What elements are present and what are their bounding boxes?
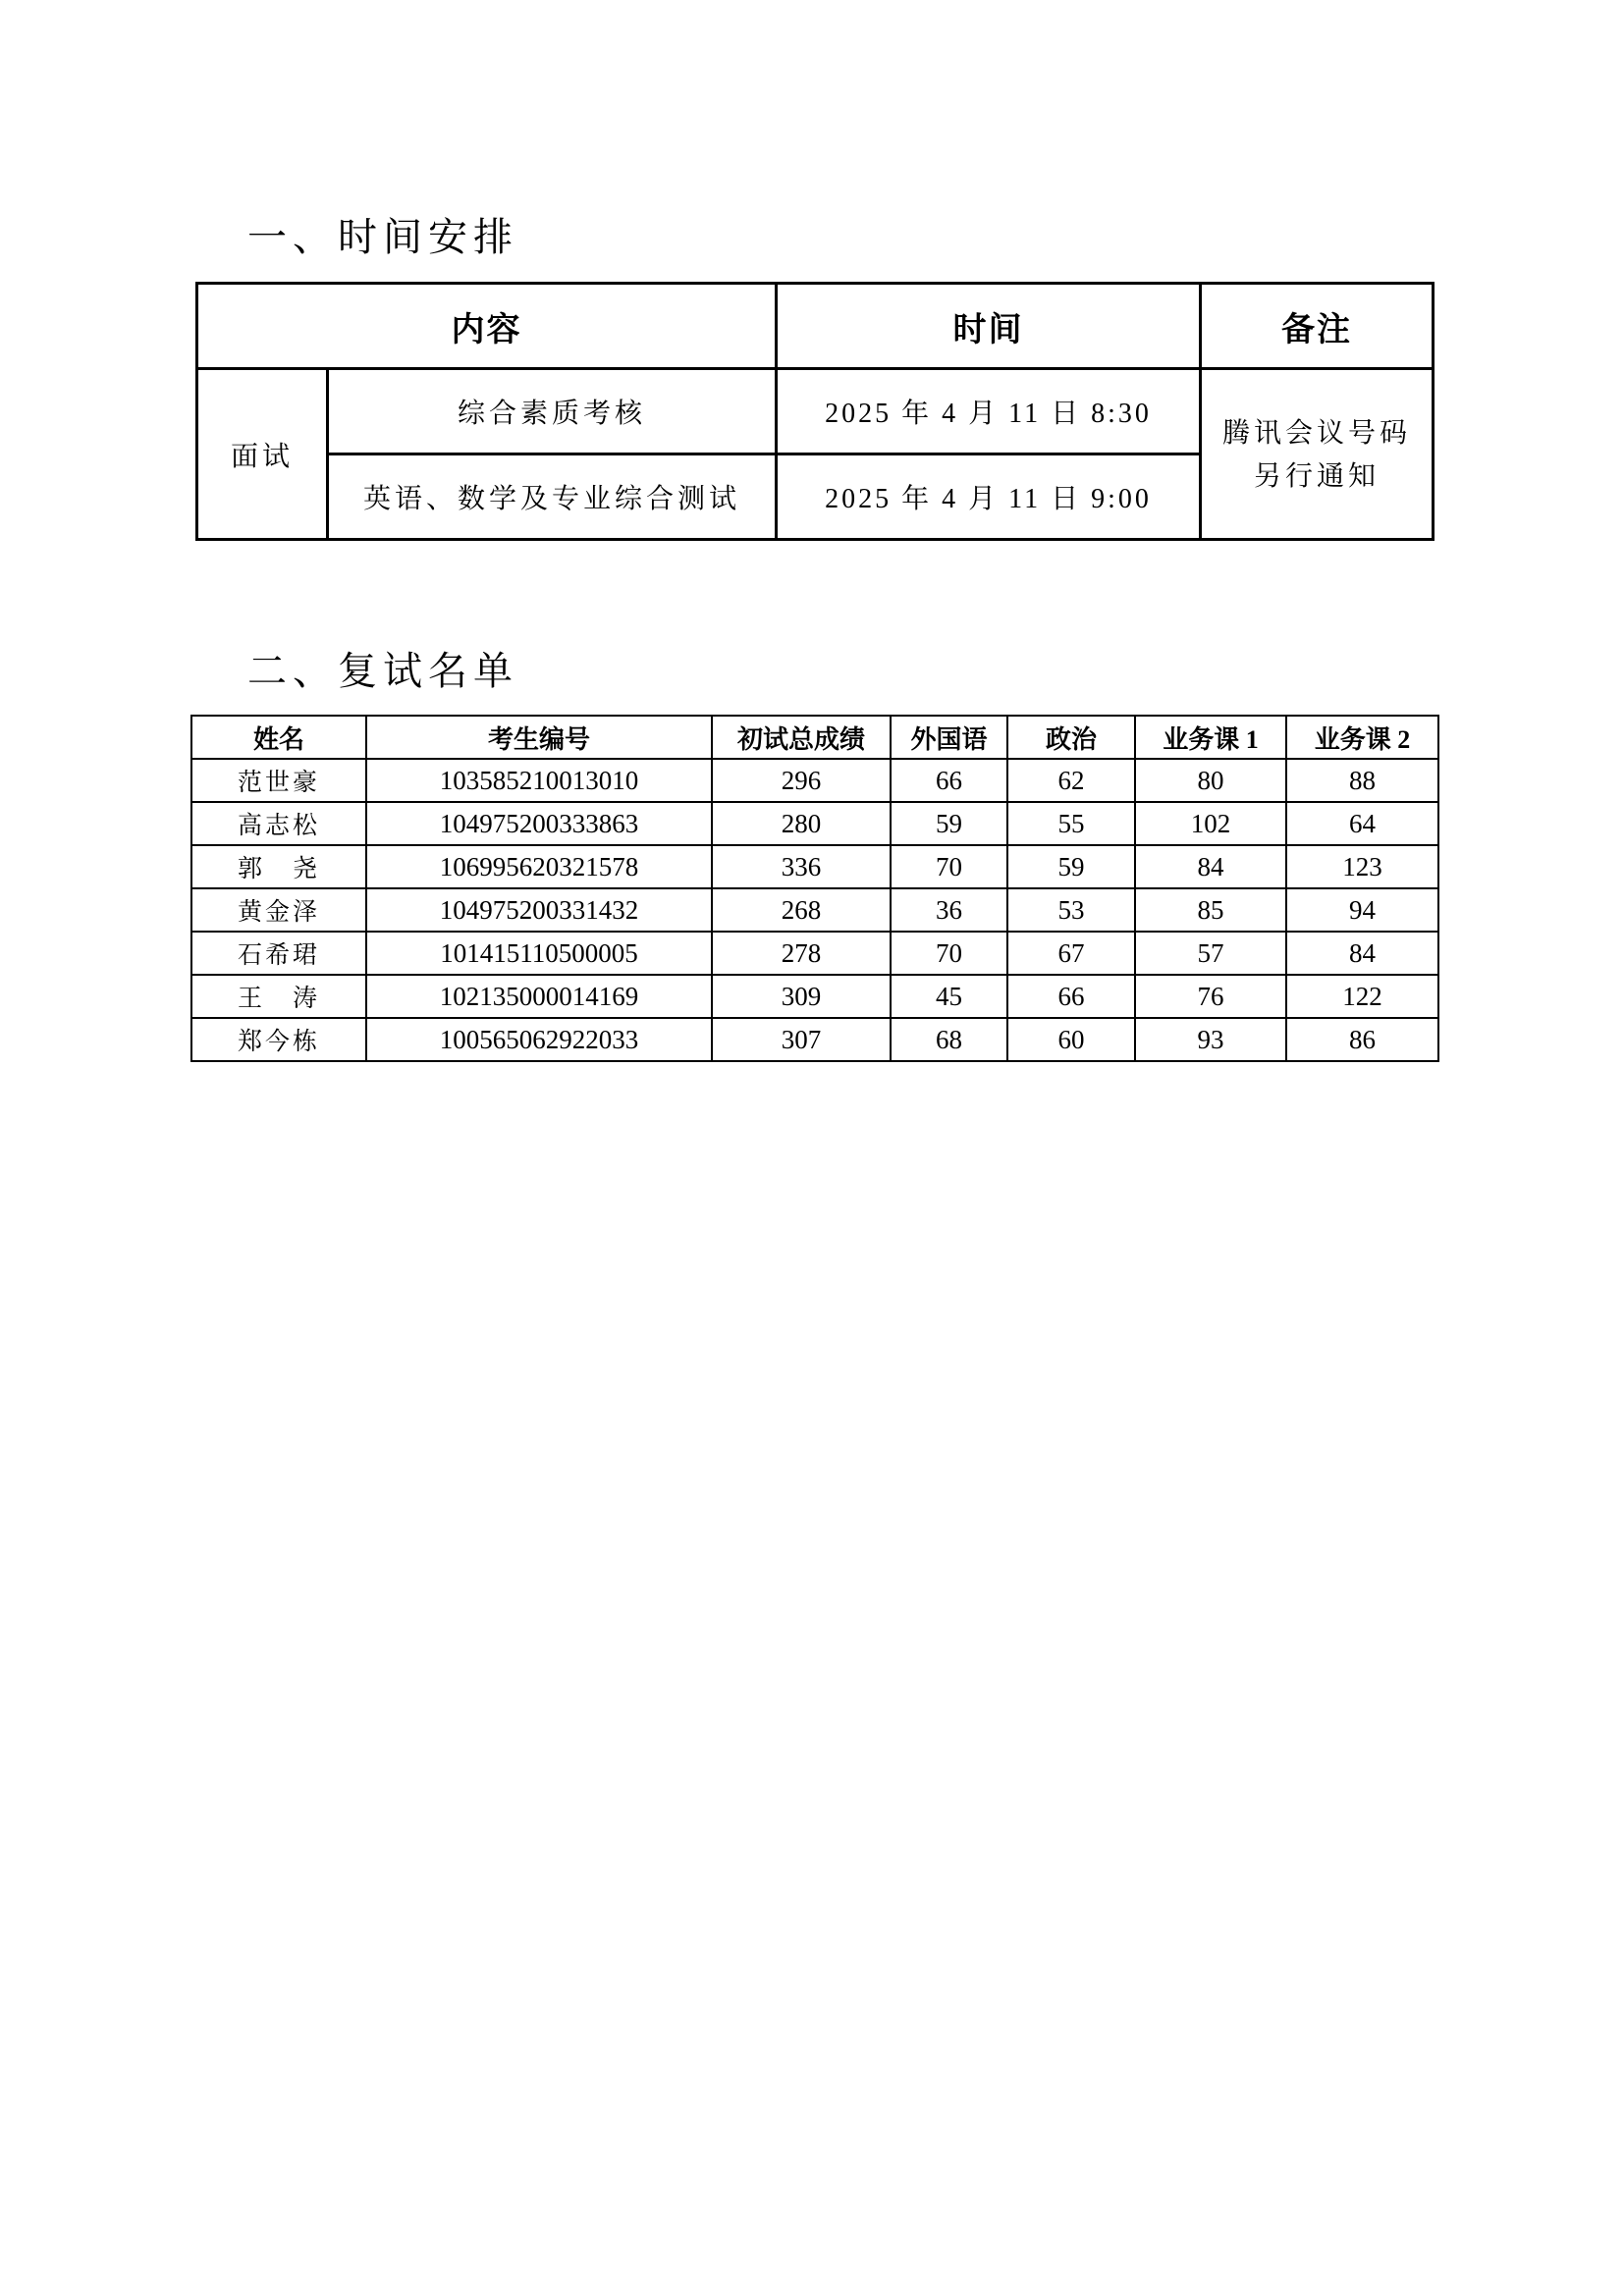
section-title-list: 二、复试名单: [247, 649, 518, 694]
cell-foreign-language: 45: [891, 975, 1007, 1018]
cell-course-1: 84: [1135, 845, 1286, 888]
schedule-content: 综合素质考核: [328, 369, 777, 454]
cell-total: 268: [712, 888, 891, 932]
cell-name: 高志松: [191, 802, 366, 845]
cell-foreign-language: 70: [891, 932, 1007, 975]
table-row: [191, 1018, 1438, 1061]
table-row: [191, 888, 1438, 932]
cell-total: 307: [712, 1018, 891, 1061]
cell-politics: 66: [1007, 975, 1135, 1018]
header-note: 备注: [1201, 284, 1434, 369]
cell-exam-id: 106995620321578: [366, 845, 712, 888]
note-line-1: 腾讯会议号码: [1221, 415, 1411, 449]
cell-total: 336: [712, 845, 891, 888]
cell-course-2: 94: [1286, 888, 1438, 932]
schedule-header-row: [197, 284, 1434, 369]
schedule-content: 英语、数学及专业综合测试: [328, 454, 777, 540]
header-total: 初试总成绩: [712, 716, 891, 759]
cell-course-2: 123: [1286, 845, 1438, 888]
cell-total: 280: [712, 802, 891, 845]
cell-course-1: 80: [1135, 759, 1286, 802]
cell-name: 石希珺: [191, 932, 366, 975]
cell-politics: 59: [1007, 845, 1135, 888]
table-row: [191, 932, 1438, 975]
cell-name: 范世豪: [191, 759, 366, 802]
schedule-row: [197, 369, 1434, 454]
cell-course-2: 88: [1286, 759, 1438, 802]
cell-foreign-language: 70: [891, 845, 1007, 888]
note-line-2: 另行通知: [1253, 458, 1380, 492]
cell-course-1: 57: [1135, 932, 1286, 975]
candidate-header-row: [191, 716, 1438, 759]
cell-politics: 53: [1007, 888, 1135, 932]
section-title-schedule: 一、时间安排: [247, 215, 518, 260]
cell-politics: 62: [1007, 759, 1135, 802]
header-foreign-language: 外国语: [891, 716, 1007, 759]
header-content: 内容: [197, 284, 777, 369]
cell-exam-id: 100565062922033: [366, 1018, 712, 1061]
header-politics: 政治: [1007, 716, 1135, 759]
schedule-time: 2025 年 4 月 11 日 8:30: [777, 369, 1201, 454]
cell-name: 王 涛: [191, 975, 366, 1018]
cell-exam-id: 104975200333863: [366, 802, 712, 845]
table-row: [191, 759, 1438, 802]
cell-course-1: 76: [1135, 975, 1286, 1018]
candidate-table: [190, 715, 1439, 1062]
cell-foreign-language: 66: [891, 759, 1007, 802]
cell-course-2: 122: [1286, 975, 1438, 1018]
cell-politics: 67: [1007, 932, 1135, 975]
schedule-note: [1201, 369, 1434, 540]
cell-course-2: 86: [1286, 1018, 1438, 1061]
header-exam-id: 考生编号: [366, 716, 712, 759]
cell-course-1: 102: [1135, 802, 1286, 845]
cell-course-2: 64: [1286, 802, 1438, 845]
cell-exam-id: 103585210013010: [366, 759, 712, 802]
cell-politics: 55: [1007, 802, 1135, 845]
cell-course-1: 85: [1135, 888, 1286, 932]
cell-name: 黄金泽: [191, 888, 366, 932]
schedule-time: 2025 年 4 月 11 日 9:00: [777, 454, 1201, 540]
cell-course-1: 93: [1135, 1018, 1286, 1061]
cell-total: 278: [712, 932, 891, 975]
cell-foreign-language: 68: [891, 1018, 1007, 1061]
cell-total: 309: [712, 975, 891, 1018]
cell-foreign-language: 59: [891, 802, 1007, 845]
cell-exam-id: 101415110500005: [366, 932, 712, 975]
cell-politics: 60: [1007, 1018, 1135, 1061]
cell-name: 郭 尧: [191, 845, 366, 888]
header-time: 时间: [777, 284, 1201, 369]
schedule-table: [195, 282, 1435, 541]
table-row: [191, 802, 1438, 845]
cell-exam-id: 104975200331432: [366, 888, 712, 932]
cell-exam-id: 102135000014169: [366, 975, 712, 1018]
table-row: [191, 975, 1438, 1018]
group-label-interview: 面试: [197, 369, 328, 540]
header-course-2: 业务课 2: [1286, 716, 1438, 759]
table-row: [191, 845, 1438, 888]
cell-name: 郑今栋: [191, 1018, 366, 1061]
cell-total: 296: [712, 759, 891, 802]
cell-course-2: 84: [1286, 932, 1438, 975]
header-course-1: 业务课 1: [1135, 716, 1286, 759]
header-name: 姓名: [191, 716, 366, 759]
cell-foreign-language: 36: [891, 888, 1007, 932]
